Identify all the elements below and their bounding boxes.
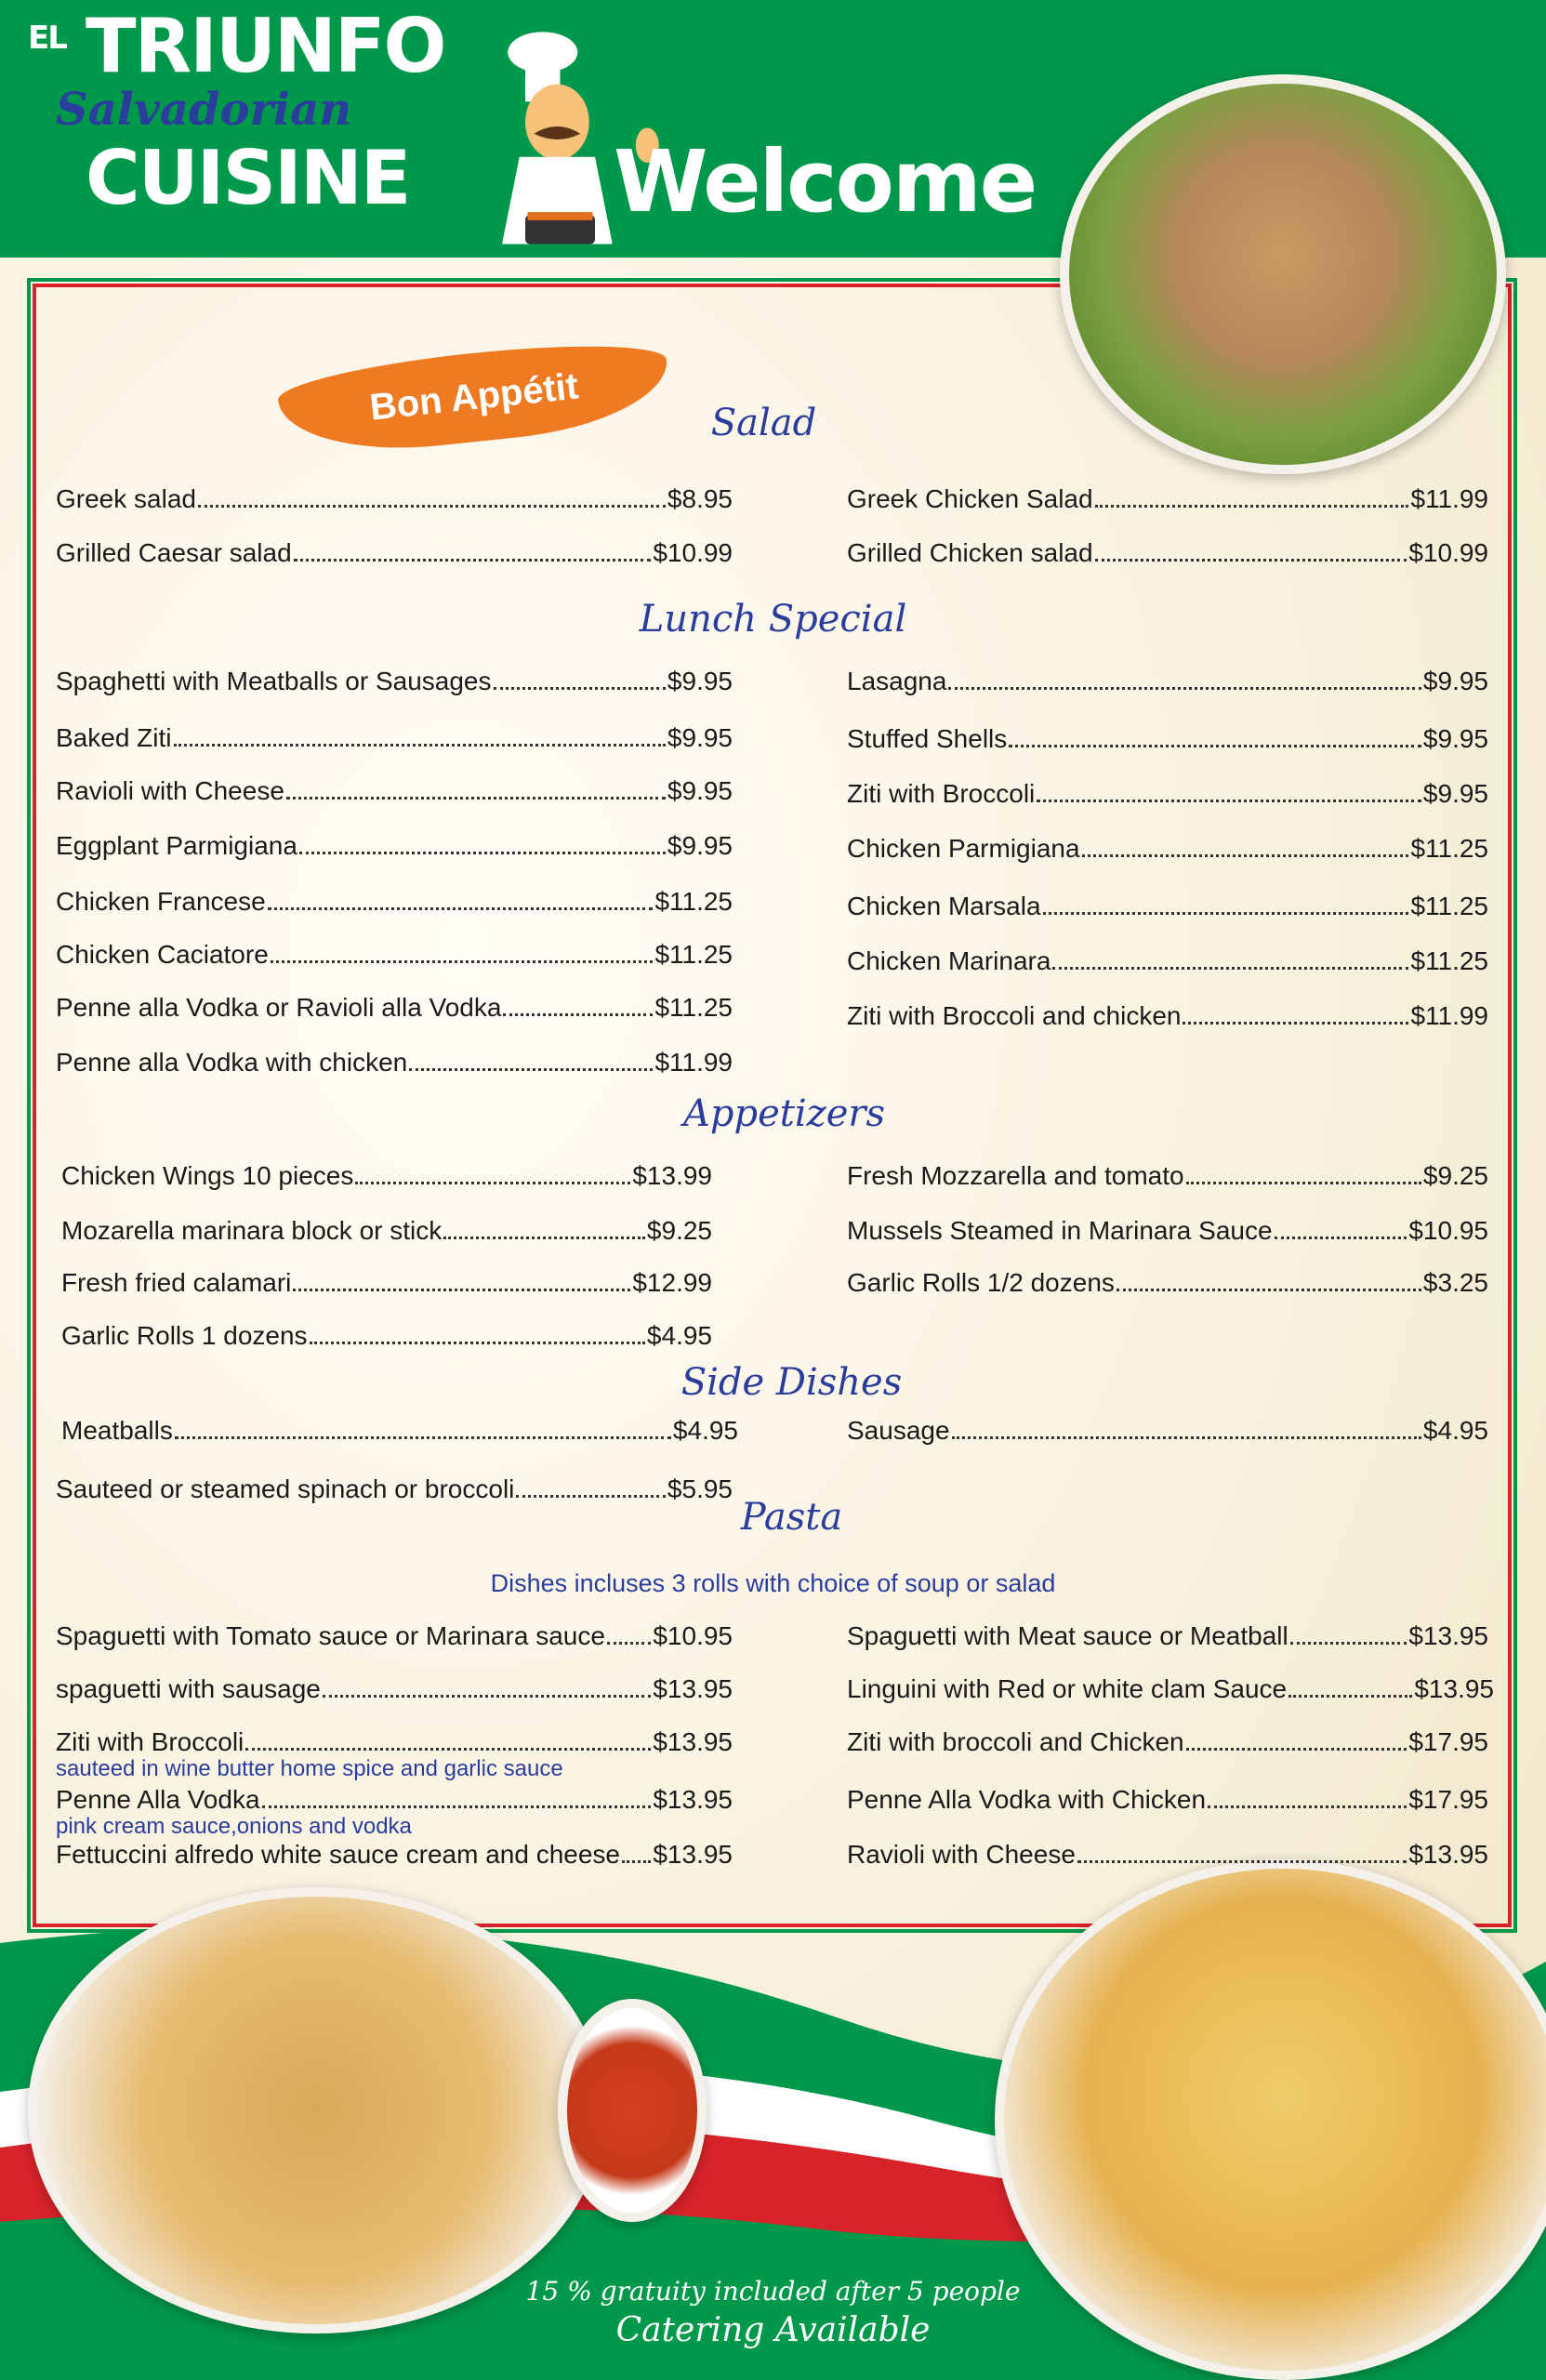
dot-leader [622, 1860, 651, 1863]
item-price: $13.95 [653, 1785, 733, 1814]
menu-item [847, 1003, 1488, 1030]
menu-item [847, 1218, 1488, 1245]
item-price: $3.25 [1422, 1268, 1488, 1297]
section-title-appetizers: Appetizers [682, 1092, 886, 1135]
item-name: Sausage [847, 1416, 950, 1445]
menu-item [847, 1842, 1488, 1869]
item-price: $5.95 [667, 1474, 733, 1503]
item-name: Lasagna [847, 667, 947, 695]
menu-item [56, 778, 733, 805]
item-price: $9.95 [1422, 724, 1488, 753]
menu-item [61, 1270, 712, 1297]
item-price: $11.99 [654, 1048, 733, 1077]
dot-leader [494, 687, 666, 690]
item-name: Stuffed Shells [847, 724, 1008, 753]
menu-item [847, 1623, 1488, 1650]
menu-item [847, 1787, 1488, 1814]
logo-salvadorian: Salvadorian [56, 84, 352, 136]
menu-item [847, 540, 1488, 567]
item-price: $11.25 [654, 887, 733, 916]
dot-leader [607, 1642, 651, 1645]
dot-leader [175, 1436, 671, 1439]
menu-item [56, 833, 733, 860]
item-name: Ziti with Broccoli and chicken [847, 1001, 1182, 1030]
item-name: Chicken Marsala [847, 892, 1041, 920]
dot-leader [286, 797, 666, 800]
dot-leader [1082, 854, 1409, 857]
dot-leader [1095, 505, 1409, 508]
menu-item [847, 893, 1488, 920]
gratuity-note: 15 % gratuity included after 5 people [525, 2276, 1021, 2307]
item-name: Sauteed or steamed spinach or broccoli [56, 1474, 515, 1503]
dot-leader [174, 744, 666, 747]
item-name: Mussels Steamed in Marinara Sauce [847, 1216, 1273, 1245]
dot-leader [952, 1436, 1421, 1439]
menu-item [56, 1787, 733, 1814]
menu-item [56, 486, 733, 513]
item-price: $9.25 [646, 1216, 712, 1245]
item-name: spaguetti with sausage [56, 1674, 321, 1703]
item-price: $13.95 [653, 1674, 733, 1703]
menu-item [56, 668, 733, 695]
dot-leader [503, 1013, 653, 1016]
item-price: $11.25 [654, 993, 733, 1022]
menu-item [56, 540, 733, 567]
item-price: $9.25 [1422, 1161, 1488, 1190]
section-title-pasta: Pasta [740, 1496, 843, 1539]
item-price: $10.95 [1408, 1216, 1488, 1245]
item-price: $9.95 [1422, 667, 1488, 695]
item-name: Grilled Caesar salad [56, 538, 292, 567]
marinara-sauce-photo [558, 1999, 707, 2222]
item-name: Baked Ziti [56, 723, 172, 752]
item-name: Grilled Chicken salad [847, 538, 1093, 567]
item-price: $9.95 [667, 723, 733, 752]
dot-leader [1117, 1289, 1421, 1291]
item-name: Penne alla Vodka with chicken [56, 1048, 408, 1077]
item-price: $9.95 [667, 831, 733, 860]
catering-available: Catering Available [615, 2311, 931, 2349]
item-price: $13.95 [653, 1727, 733, 1756]
dot-leader [1290, 1642, 1407, 1645]
item-price: $12.99 [632, 1268, 712, 1297]
dot-leader [516, 1495, 666, 1498]
dot-leader [1275, 1236, 1407, 1239]
dot-leader [409, 1068, 653, 1071]
menu-item [847, 1676, 1494, 1703]
item-price: $11.99 [1410, 484, 1488, 513]
menu-item [847, 948, 1488, 975]
item-name: Greek Chicken Salad [847, 484, 1093, 513]
dot-leader [310, 1342, 645, 1344]
item-price: $11.99 [1410, 1001, 1488, 1030]
item-name: Penne Alla Vodka with Chicken [847, 1785, 1207, 1814]
item-name: Spaguetti with Meat sauce or Meatball [847, 1621, 1288, 1650]
menu-item [61, 1163, 712, 1190]
item-name: Fresh fried calamari [61, 1268, 292, 1297]
item-price: $13.99 [632, 1161, 712, 1190]
item-price: $9.95 [1422, 779, 1488, 808]
dot-leader [268, 907, 654, 910]
dot-leader [1208, 1805, 1407, 1808]
logo-cuisine: CUISINE [86, 135, 410, 221]
section-title-side-dishes: Side Dishes [681, 1361, 903, 1404]
dot-leader [1009, 745, 1421, 747]
item-name: Ravioli with Cheese [847, 1840, 1076, 1869]
item-name: Chicken Francese [56, 887, 266, 916]
menu-item [847, 1418, 1488, 1445]
item-name: Garlic Rolls 1/2 dozens [847, 1268, 1115, 1297]
dot-leader [948, 687, 1420, 690]
dot-leader [443, 1236, 645, 1239]
item-price: $11.25 [1410, 892, 1488, 920]
item-price: $10.95 [653, 1621, 733, 1650]
item-name: Chicken Wings 10 pieces [61, 1161, 354, 1190]
item-name: Penne alla Vodka or Ravioli alla Vodka [56, 993, 502, 1022]
bon-appetit-ribbon: Bon Appétit [275, 333, 673, 461]
dot-leader [1043, 912, 1409, 915]
item-price: $9.95 [667, 776, 733, 805]
item-name: Penne Alla Vodka [56, 1785, 260, 1814]
dot-leader [355, 1182, 630, 1184]
menu-item [847, 668, 1488, 695]
menu-item [56, 995, 733, 1022]
item-price: $13.95 [653, 1840, 733, 1869]
dot-leader [299, 852, 666, 854]
item-name: Greek salad [56, 484, 196, 513]
dot-leader [323, 1695, 652, 1698]
item-price: $17.95 [1408, 1785, 1488, 1814]
item-price: $11.25 [1410, 834, 1488, 863]
item-price: $4.95 [672, 1416, 738, 1445]
item-price: $4.95 [646, 1321, 712, 1350]
item-name: Spaghetti with Meatballs or Sausages [56, 667, 492, 695]
pasta-note: Dishes incluses 3 rolls with choice of soup or salad [490, 1569, 1056, 1597]
logo-triunfo: TRIUNFO [86, 3, 445, 89]
item-name: Fresh Mozzarella and tomato [847, 1161, 1184, 1190]
item-name: Spaguetti with Tomato sauce or Marinara sauce [56, 1621, 605, 1650]
logo-el: EL [28, 20, 66, 57]
item-name: Ziti with Broccoli [847, 779, 1036, 808]
item-name: Fettuccini alfredo white sauce cream and cheese [56, 1840, 620, 1869]
dot-leader [1186, 1748, 1407, 1751]
dot-leader [1095, 559, 1407, 562]
menu-item [847, 1729, 1488, 1756]
menu-item [56, 1623, 733, 1650]
menu-item [56, 1476, 733, 1503]
dot-leader [245, 1748, 651, 1751]
item-name: Linguini with Red or white clam Sauce [847, 1674, 1288, 1703]
dot-leader [293, 1289, 630, 1291]
item-price: $9.95 [667, 667, 733, 695]
dot-leader [271, 960, 654, 963]
dot-leader [198, 505, 666, 508]
item-price: $17.95 [1408, 1727, 1488, 1756]
menu-item [61, 1418, 738, 1445]
item-price: $10.99 [1408, 538, 1488, 567]
menu-item [56, 942, 733, 969]
item-name: Chicken Parmigiana [847, 834, 1080, 863]
item-price: $13.95 [1408, 1621, 1488, 1650]
item-price: $11.25 [1410, 946, 1488, 975]
dot-leader [294, 559, 652, 562]
item-price: $13.95 [1414, 1674, 1494, 1703]
item-description: sauteed in wine butter home spice and garlic sauce [56, 1756, 563, 1781]
menu-item [847, 836, 1488, 863]
menu-item [847, 726, 1488, 753]
item-name: Meatballs [61, 1416, 173, 1445]
dot-leader [1288, 1695, 1412, 1698]
welcome-title: Welcome [614, 132, 1037, 231]
menu-item [56, 1729, 733, 1756]
menu-item [56, 1842, 733, 1869]
menu-item [61, 1323, 712, 1350]
item-price: $13.95 [1408, 1840, 1488, 1869]
dot-leader [1077, 1860, 1407, 1863]
menu-item [847, 1163, 1488, 1190]
section-title-salad: Salad [710, 402, 817, 444]
menu-item [847, 1270, 1488, 1297]
dot-leader [1037, 800, 1421, 802]
item-name: Ziti with Broccoli [56, 1727, 244, 1756]
item-name: Chicken Marinara [847, 946, 1051, 975]
item-name: Eggplant Parmigiana [56, 831, 297, 860]
section-title-lunch-special: Lunch Special [639, 598, 907, 641]
item-description: pink cream sauce,onions and vodka [56, 1814, 412, 1839]
dot-leader [262, 1805, 652, 1808]
menu-item [847, 486, 1488, 513]
menu-item [56, 1676, 733, 1703]
menu-item [847, 781, 1488, 808]
menu-item [56, 725, 733, 752]
item-price: $4.95 [1422, 1416, 1488, 1445]
dot-leader [1052, 967, 1408, 970]
dot-leader [1183, 1022, 1408, 1025]
item-name: Ravioli with Cheese [56, 776, 284, 805]
item-price: $8.95 [667, 484, 733, 513]
item-name: Ziti with broccoli and Chicken [847, 1727, 1184, 1756]
menu-item [56, 1050, 733, 1077]
item-price: $11.25 [654, 940, 733, 969]
dot-leader [1186, 1182, 1421, 1184]
fried-calamari-photo [28, 1887, 604, 2334]
item-name: Chicken Caciatore [56, 940, 269, 969]
item-name: Mozarella marinara block or stick [61, 1216, 443, 1245]
menu-item [56, 889, 733, 916]
item-price: $10.99 [653, 538, 733, 567]
item-name: Garlic Rolls 1 dozens [61, 1321, 308, 1350]
menu-item [61, 1218, 712, 1245]
